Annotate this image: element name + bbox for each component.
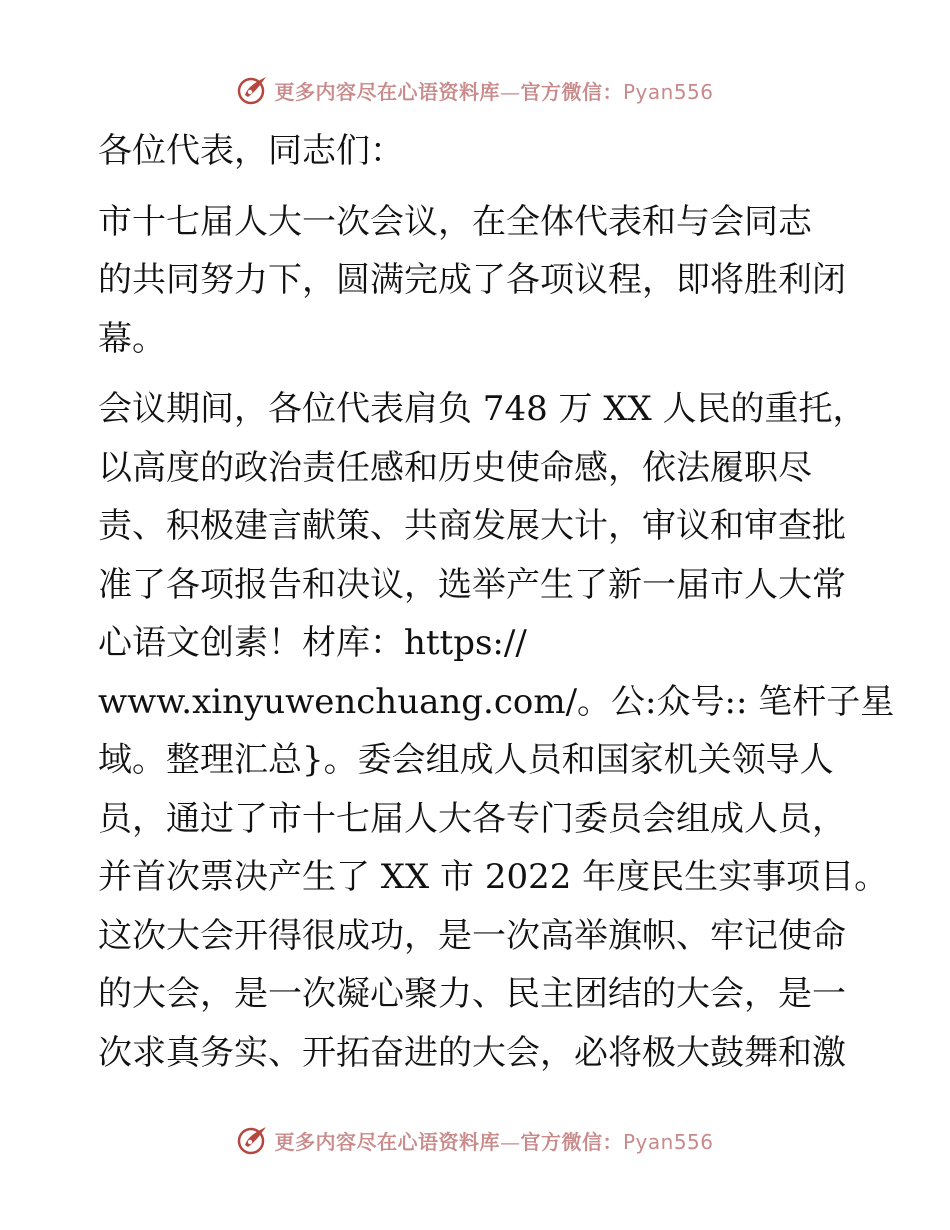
banner-text: 更多内容尽在心语资料库—官方微信：Pyan556: [274, 1129, 714, 1154]
body-text: [98, 122, 895, 1082]
text-line: 次求真务实、开拓奋进的大会，必将极大鼓舞和激: [98, 1032, 846, 1073]
text-line: 这次大会开得很成功，是一次高举旗帜、牢记使命: [98, 915, 846, 956]
banner-text: 更多内容尽在心语资料库—官方微信：Pyan556: [274, 79, 714, 104]
text-line: 的共同努力下，圆满完成了各项议程，即将胜利闭: [98, 260, 846, 300]
footer-banner: [0, 1120, 950, 1160]
text-line: 心语文创素！材库：https://: [98, 623, 527, 663]
pen-logo-icon: [236, 1123, 270, 1157]
text-line: 域。整理汇总}。委会组成人员和国家机关领导人: [98, 740, 834, 780]
header-banner: [0, 70, 950, 110]
text-line: 责、积极建言献策、共商发展大计，审议和审查批: [98, 506, 846, 546]
text-line: 以高度的政治责任感和历史使命感，依法履职尽: [98, 447, 812, 488]
pen-logo-icon: [236, 73, 270, 107]
text-line: 员，通过了市十七届人大各专门委员会组成人员，: [98, 798, 846, 839]
text-line-salutation: 各位代表，同志们：: [98, 131, 404, 171]
text-line: 幕。: [98, 318, 166, 359]
text-line: 准了各项报告和决议，选举产生了新一届市人大常: [98, 564, 846, 605]
text-line: 并首次票决产生了 XX 市 2022 年度民生实事项目。: [98, 857, 889, 897]
text-line: 的大会，是一次凝心聚力、民主团结的大会，是一: [98, 974, 846, 1014]
text-line: 会议期间，各位代表肩负 748 万 XX 人民的重托，: [98, 389, 867, 429]
text-line: 市十七届人大一次会议，在全体代表和与会同志: [98, 201, 812, 242]
text-line: www.xinyuwenchuang.com/。公:众号:: 笔杆子星: [98, 681, 895, 722]
